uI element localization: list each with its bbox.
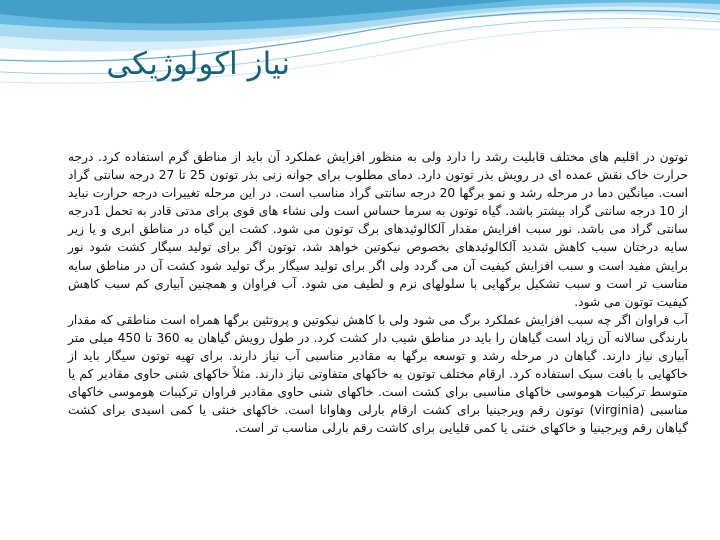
body-paragraph-1: توتون در اقلیم های مختلف قابلیت رشد را دارد ولی به منظور افزایش عملکرد آن باید از مناطق گرم استفاده کرد. درجه حرارت خاک نقش عمده ای در رویش بذر توتون دارد. دمای مطلوب برای جوانه زنی بذر توتون 25 تا 27 درجه سانتی گراد است. میانگین دما در مرحله رشد و نمو برگها 20 درجه سانتی گراد مناسب است. در این مرحله تغییرات درجه حرارت نباید از 10 درجه سانتی گراد بیشتر باشد. گیاه توتون به سرما حساس است ولی نشاء های قوی برای مدتی قادر به تحمل 1درجه سانتی گراد می باشد. نور سبب افزایش مقدار آلکالوئیدهای برگ توتون می شود. کشت این گیاه در مناطق ابری و یا زیر سایه درختان سبب کاهش شدید آلکالوئیدهای بخصوص نیکوتین خواهد شد، توتون اگر برای تولید سیگار کشت شود نور برایش مفید است و سبب افزایش کیفیت آن می گردد ولی اگر برای تولید سیگار برگ تولید شود کشت آن در مناطق سایه مناسب تر است و سبب تشکیل برگهایی با سلولهای نرم و لطیف می شود. آب فراوان و همچنین آبیاری کم سبب کاهش کیفیت توتون می شود.: [68, 150, 688, 309]
slide-body: [68, 148, 688, 438]
body-paragraph-2: آب فراوان اگر چه سبب افزایش عملکرد برگ می شود ولی با کاهش نیکوتین و پروتئین برگها همراه است مناطقی که مقدار بارندگی سالانه آن زیاد است گیاهان را باید در مناطق شیب دار کشت کرد. در طول رویش گیاهان به 360 تا 450 میلی متر آبیاری نیاز دارند. گیاهان در مرحله رشد و توسعه برگها به مقادیر مناسبی آب نیاز دارند. برای تهیه توتون سیگار باید از خاکهایی با بافت سبک استفاده کرد. ارقام مختلف توتون به خاکهای متفاوتی نیاز دارند. مثلاً خاکهای شنی حاوی مقادیر کم یا متوسط ترکیبات هوموسی خاکهای مناسبی برای کشت است. خاکهای شنی حاوی مقادیر فراوان ترکیبات هوموسی خاکهای مناسبی (virginia) توتون رقم ویرجینیا برای کشت ارقام بارلی وهاوانا است. خاکهای خنثی یا کمی اسیدی برای کشت گیاهان رقم ویرجینیا و خاکهای خنثی یا کمی قلیایی برای کاشت رقم بارلی مناسب تر است.: [68, 312, 689, 436]
slide-title: نیاز اکولوژیکی: [106, 46, 290, 82]
